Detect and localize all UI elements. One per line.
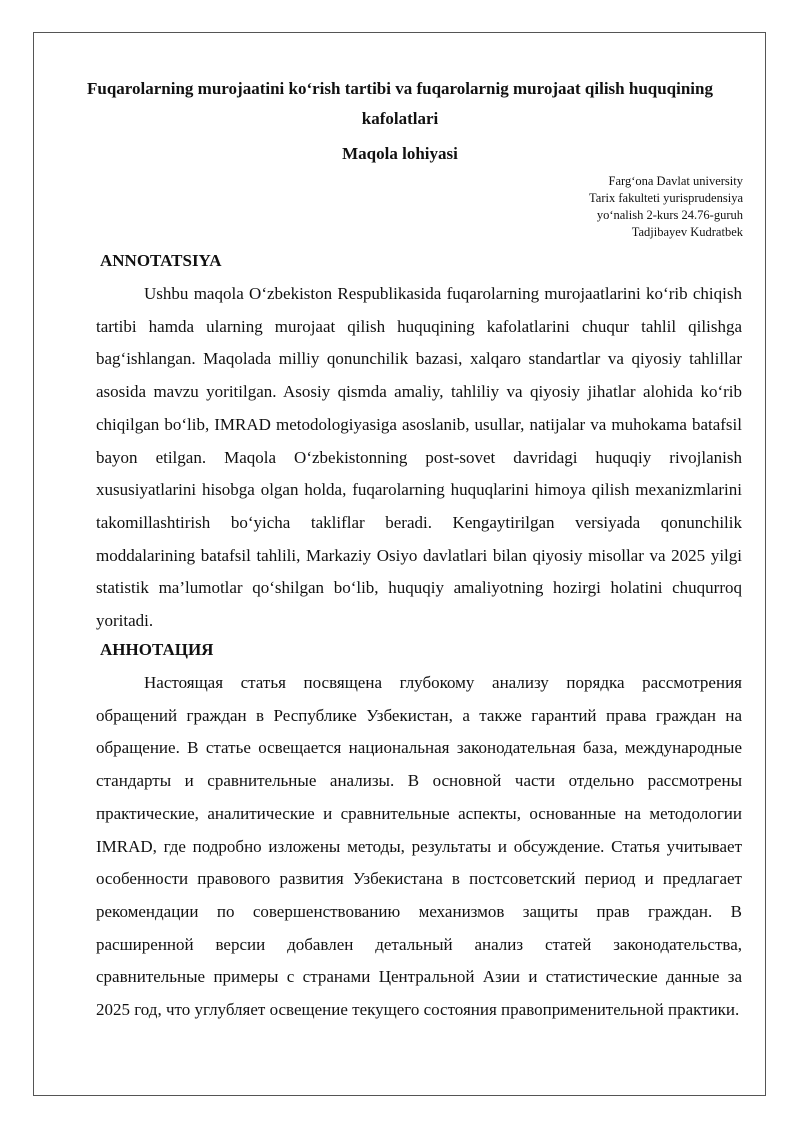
annotation-ru-heading: АННОТАЦИЯ (100, 640, 214, 659)
author-faculty: Tarix fakulteti yurisprudensiya (589, 191, 743, 205)
annotation-uz-heading: ANNOTATSIYA (100, 251, 222, 270)
author-name: Tadjibayev Kudratbek (631, 225, 743, 239)
annotation-uz-text: Ushbu maqola O‘zbekiston Respublikasida fuqarolarning murojaatlarini ko‘rib chiqish tartibi hamda ularning murojaat qilish huquqining kafolatlarini chuqur tahlil qilishga bag‘ishlangan. Maqolada milliy qonunchilik bazasi, xalqaro standartlar va qiyosiy tahlillar asosida mavzu yoritilgan. Asosiy qismda amaliy, tahliliy va qiyosiy jihatlar alohida ko‘rib chiqilgan bo‘lib, IMRAD metodologiyasiga asoslanib, usullar, natijalar va muhokama batafsil bayon etilgan. Maqola O‘zbekistonning post-sovet davridagi huquqiy rivojlanish xususiyatlarini hisobga olgan holda, fuqarolarning huquqlarini himoya qilish mexanizmlarini takomillashtirish bo‘yicha takliflar beradi. Kengaytirilgan versiyada qonunchilik moddalarining batafsil tahlili, Markaziy Osiyo davlatlari bilan qiyosiy misollar va 2025 yilgi statistik ma’lumotlar qo‘shilgan bo‘lib, huquqiy amaliyotning hozirgi holatini chuqurroq yoritadi. (96, 284, 742, 631)
article-title: Fuqarolarning murojaatini ko‘rish tartibi va fuqarolarnig murojaat qilish huquqining kafolatlari (87, 79, 713, 128)
author-university: Farg‘ona Davlat university (608, 174, 743, 188)
author-course-group: yo‘nalish 2-kurs 24.76-guruh (596, 208, 743, 222)
annotation-ru-text: Настоящая статья посвящена глубокому анализу порядка рассмотрения обращений граждан в Республике Узбекистан, а также гарантий права граждан на обращение. В статье освещается национальная законодательная база, международные стандарты и сравнительные анализы. В основной части отдельно рассмотрены практические, аналитические и сравнительные аспекты, основанные на методологии IMRAD, где подробно изложены методы, результаты и обсуждение. Статья учитывает особенности правового развития Узбекистана в постсоветский период и предлагает рекомендации по совершенствованию механизмов защиты прав граждан. В расширенной версии добавлен детальный анализ статей законодательства, сравнительные примеры с странами Центральной Азии и статистические данные за 2025 год, что углубляет освещение текущего состояния правоприменительной практики. (96, 673, 742, 1020)
article-subtitle: Maqola lohiyasi (342, 144, 458, 163)
author-info (503, 173, 743, 241)
